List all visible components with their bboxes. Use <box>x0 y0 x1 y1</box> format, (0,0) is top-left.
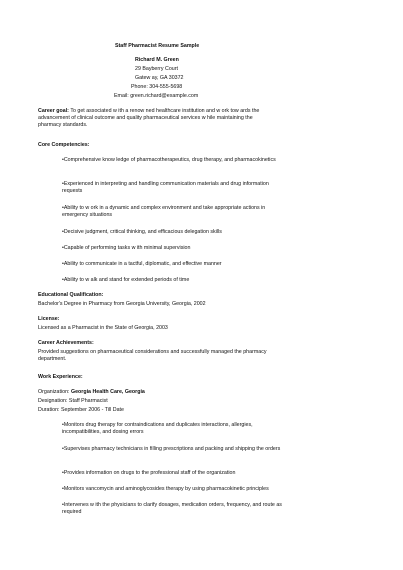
experience-item-5: •Intervenes w ith the physicians to clarify dosages, medication orders, frequency, and route as required <box>62 502 282 515</box>
contact-address-line-2: Gatew ay, GA 30372 <box>135 75 184 81</box>
contact-email: Email: green.richard@example.com <box>114 93 199 99</box>
experience-designation: Designation: Staff Pharmacist <box>38 398 108 404</box>
contact-name: Richard M. Green <box>135 57 179 63</box>
document-title: Staff Pharmacist Resume Sample <box>115 43 200 49</box>
experience-organization <box>38 389 145 396</box>
core-item-4: •Decisive judgment, critical thinking, and efficacious delegation skills <box>62 229 222 235</box>
career-goal-label: Career goal: <box>38 108 69 114</box>
core-item-5: •Capable of performing tasks w ith minimal supervision <box>62 245 191 251</box>
experience-organization-label: Organization: <box>38 389 71 395</box>
experience-item-1: •Monitors drug therapy for contraindications and duplicates interactions, allergies, incompatibilities, and dosing errors <box>62 422 253 435</box>
core-competencies-heading: Core Competencies: <box>38 142 90 148</box>
license-text: Licensed as a Pharmacist in the State of Georgia, 2003 <box>38 325 168 331</box>
career-goal-paragraph <box>38 108 268 129</box>
license-heading: License: <box>38 316 60 322</box>
education-heading: Educational Qualification: <box>38 292 104 298</box>
contact-phone: Phone: 304-555-5698 <box>131 84 183 90</box>
core-item-1: •Comprehensive know ledge of pharmacotherapeutics, drug therapy, and pharmacokinetics <box>62 157 276 163</box>
core-item-2: •Experienced in interpreting and handling communication materials and drug information requests <box>62 181 269 194</box>
experience-item-4: •Monitors vancomycin and aminoglycosides therapy by using pharmacokinetic principles <box>62 486 269 492</box>
core-item-6: •Ability to communicate in a tactful, diplomatic, and effective manner <box>62 261 222 267</box>
core-item-3: •Ability to w ork in a dynamic and complex environment and take appropriate actions in emergency situations <box>62 205 266 218</box>
work-experience-heading: Work Experience: <box>38 374 83 380</box>
achievements-text: Provided suggestions on pharmaceutical considerations and successfully managed the pharmacy department. <box>38 349 267 362</box>
core-item-7: •Ability to w alk and stand for extended periods of time <box>62 277 190 283</box>
experience-item-2: •Supervises pharmacy technicians in filling prescriptions and packing and shipping the orders <box>62 446 281 452</box>
experience-duration: Duration: September 2006 - Till Date <box>38 407 124 413</box>
education-text: Bachelor's Degree in Pharmacy from Georgia University, Georgia, 2002 <box>38 301 206 307</box>
career-goal-text: To get associated w ith a renow ned healthcare institution and w ork tow ards the advancement of clinical outcome and quality pharmaceutical services w hile maintaining the pharmacy standards. <box>38 108 260 128</box>
contact-address-line-1: 29 Bayberry Court <box>135 66 178 72</box>
achievements-heading: Career Achievements: <box>38 340 94 346</box>
experience-organization-value: Georgia Health Care, Georgia <box>70 389 145 395</box>
experience-item-3: •Provides information on drugs to the professional staff of the organization <box>62 470 236 476</box>
